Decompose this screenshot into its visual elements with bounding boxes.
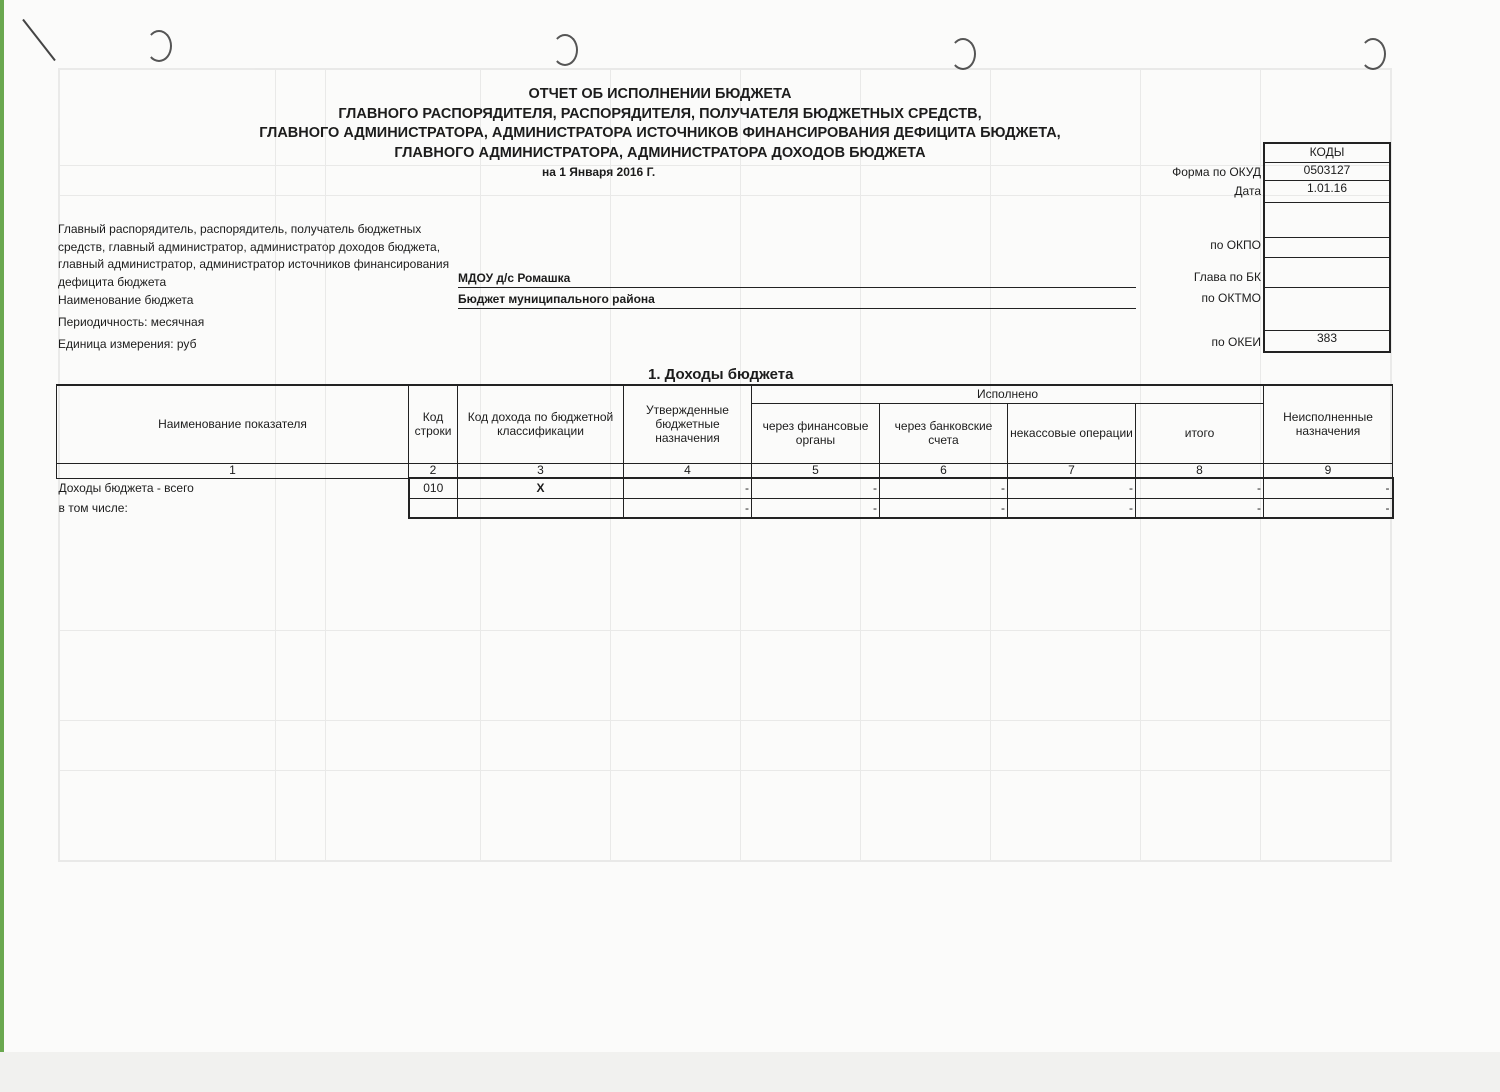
col-executed-header: Исполнено [752,385,1264,403]
row-noncash: - [1008,478,1136,498]
row-fin: - [752,478,880,498]
row-unexecuted: - [1264,498,1393,518]
row-income-code: X [458,478,624,498]
col-number: 6 [880,463,1008,478]
extra-code-cell [1265,237,1389,258]
col-number: 2 [409,463,458,478]
recipient-label: Главный распорядитель, распорядитель, получатель бюджетных средств, главный администратор, администратор доходов бюджета, главный администратор, администратор источников финансирования дефицита бюджета [58,222,450,289]
col-number: 5 [752,463,880,478]
report-subtitle-3: ГЛАВНОГО АДМИНИСТРАТОРА, АДМИНИСТРАТОРА ДОХОДОВ БЮДЖЕТА [394,145,926,161]
row-income-code [458,498,624,518]
date-value: 1.01.16 [1265,180,1389,203]
budget-label: Наименование бюджета [58,293,194,307]
row-line-code: 010 [409,478,458,498]
col-bank-header: через банковские счета [880,403,1008,463]
col-number: 4 [624,463,752,478]
okud-label: Форма по ОКУД [1172,165,1261,179]
table-row [57,478,1393,498]
unit-label: Единица измерения: руб [58,337,197,351]
col-approved-header: Утвержденные бюджетные назначения [624,385,752,463]
income-table [56,384,1394,519]
row-total: - [1136,498,1264,518]
row-total: - [1136,478,1264,498]
col-name-header: Наименование показателя [57,385,409,463]
bk-label: Глава по БК [1193,270,1261,284]
bk-value [1265,257,1389,288]
col-noncash-header: некассовые операции [1008,403,1136,463]
row-approved: - [624,498,752,518]
oktmo-label: по ОКТМО [1201,291,1261,305]
pen-mark [22,19,56,61]
col-number: 3 [458,463,624,478]
col-number: 9 [1264,463,1393,478]
col-fin-header: через финансовые органы [752,403,880,463]
col-unexecuted-header: Неисполненные назначения [1264,385,1393,463]
col-number: 1 [57,463,409,478]
oktmo-value [1265,287,1389,331]
page-bottom-shadow [0,1052,1500,1092]
row-noncash: - [1008,498,1136,518]
col-income-code-header: Код дохода по бюджетной классификации [458,385,624,463]
col-number: 7 [1008,463,1136,478]
okei-label: по ОКЕИ [1211,335,1261,349]
row-fin: - [752,498,880,518]
row-name: в том числе: [57,498,409,518]
periodicity-label: Периодичность: месячная [58,315,205,329]
date-label: Дата [1234,184,1261,198]
section-title: 1. Доходы бюджета [648,366,794,383]
punch-hole-icon [146,30,172,62]
punch-hole-icon [1360,38,1386,70]
row-name: Доходы бюджета - всего [57,478,409,498]
okpo-value [1265,202,1389,238]
okei-value: 383 [1316,331,1338,345]
row-bank: - [880,478,1008,498]
report-title: ОТЧЕТ ОБ ИСПОЛНЕНИИ БЮДЖЕТА [528,86,792,102]
punch-hole-icon [950,38,976,70]
report-subtitle-1: ГЛАВНОГО РАСПОРЯДИТЕЛЯ, РАСПОРЯДИТЕЛЯ, ПОЛУЧАТЕЛЯ БЮДЖЕТНЫХ СРЕДСТВ, [338,106,982,122]
row-bank: - [880,498,1008,518]
okpo-label: по ОКПО [1210,238,1261,252]
col-number: 8 [1136,463,1264,478]
col-total-header: итого [1136,403,1264,463]
report-subtitle-2: ГЛАВНОГО АДМИНИСТРАТОРА, АДМИНИСТРАТОРА ИСТОЧНИКОВ ФИНАНСИРОВАНИЯ ДЕФИЦИТА БЮДЖЕТА, [259,125,1061,141]
row-unexecuted: - [1264,478,1393,498]
report-date: на 1 Января 2016 Г. [542,165,656,179]
okud-value: 0503127 [1265,162,1389,181]
col-line-code-header: Код строки [409,385,458,463]
recipient-value: МДОУ д/с Ромашка [458,271,1136,288]
row-approved: - [624,478,752,498]
punch-hole-icon [552,34,578,66]
row-line-code [409,498,458,518]
codes-header: КОДЫ [1265,144,1389,163]
table-row [57,498,1393,518]
page-edge [0,0,4,1092]
codes-box [1263,142,1391,353]
budget-value: Бюджет муниципального района [458,292,1136,309]
